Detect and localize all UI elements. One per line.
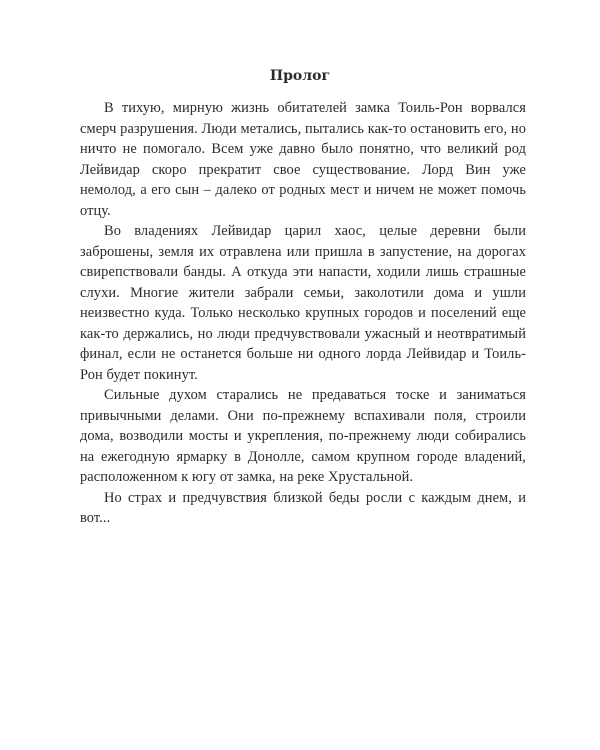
paragraph-1: В тихую, мирную жизнь обитателей замка Тоиль-Рон ворвался смерч разрушения. Люди метались, пытались как-то остановить его, но ничто не помогало. Всем уже давно было понятно, что великий род Лейвидар скоро прекратит свое существование. Лорд Вин уже немолод, а его сын – далеко от родных мест и ничем не может помочь отцу. (80, 100, 526, 219)
paragraph-4: Но страх и предчувствия близкой беды росли с каждым днем, и вот... (80, 489, 526, 526)
body-text (80, 98, 526, 529)
chapter-title: Пролог (269, 68, 331, 84)
paragraph-3: Сильные духом старались не предаваться тоске и заниматься привычными делами. Они по-прежнему вспахивали поля, строили дома, возводили мосты и укрепления, по-прежнему люди собирались на ежегодную ярмарку в Донолле, самом крупном городе владений, расположенном к югу от замка, на реке Хрустальной. (80, 387, 526, 485)
paragraph-2: Во владениях Лейвидар царил хаос, целые деревни были заброшены, земля их отравлена или пришла в запустение, на дорогах свирепствовали банды. А откуда эти напасти, ходили лишь страшные слухи. Многие жители забрали семьи, заколотили дома и ушли неизвестно куда. Только несколько крупных городов и поселений еще как-то держались, но люди предчувствовали ужасный и неотвратимый финал, если не останется больше ни одного лорда Лейвидар и Тоиль-Рон будет покинут. (80, 223, 526, 383)
